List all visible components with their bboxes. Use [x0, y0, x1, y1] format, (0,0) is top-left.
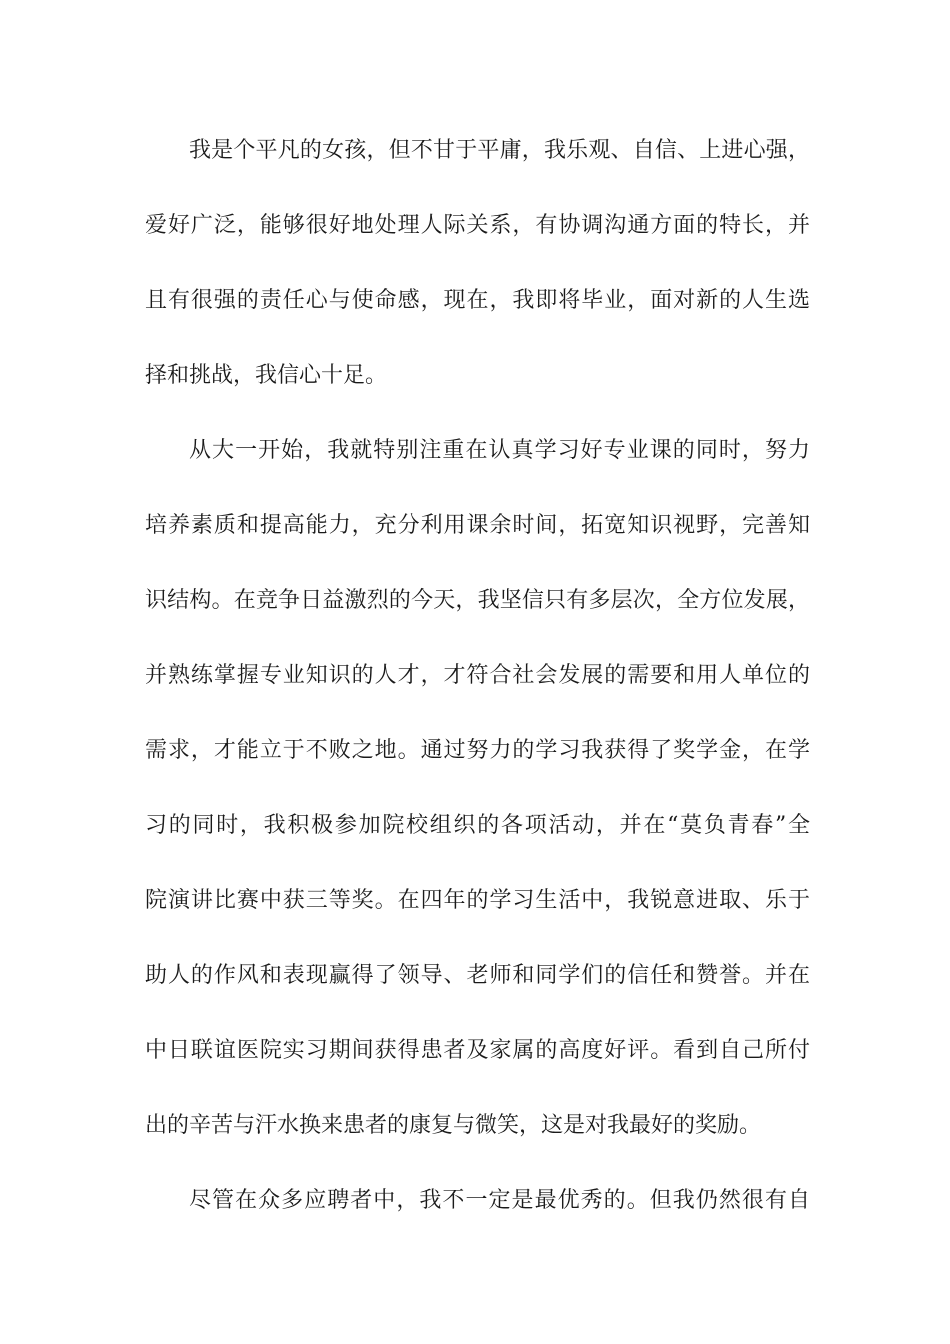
- paragraph-1: [145, 126, 810, 426]
- text-line: 尽管在众多应聘者中，我不一定是最优秀的。但我仍然很有自: [189, 1188, 810, 1213]
- text-line: 并熟练掌握专业知识的人才，才符合社会发展的需要和用人单位的: [145, 663, 810, 688]
- text-line: 择和挑战，我信心十足。: [145, 363, 388, 388]
- text-line: 出的辛苦与汗水换来患者的康复与微笑，这是对我最好的奖励。: [145, 1113, 762, 1138]
- text-line: 我是个平凡的女孩，但不甘于平庸，我乐观、自信、上进心强，: [189, 138, 810, 163]
- text-line: 培养素质和提高能力，充分利用课余时间，拓宽知识视野，完善知: [145, 513, 810, 538]
- paragraph-2: [145, 426, 810, 1176]
- text-line: 院演讲比赛中获三等奖。在四年的学习生活中，我锐意进取、乐于: [145, 888, 810, 913]
- text-line: 爱好广泛，能够很好地处理人际关系，有协调沟通方面的特长，并: [145, 213, 810, 238]
- text-line: 需求，才能立于不败之地。通过努力的学习我获得了奖学金，在学: [145, 738, 810, 763]
- text-line: 助人的作风和表现赢得了领导、老师和同学们的信任和赞誉。并在: [145, 963, 810, 988]
- text-line: 从大一开始，我就特别注重在认真学习好专业课的同时，努力: [189, 438, 810, 463]
- text-line: 习的同时，我积极参加院校组织的各项活动，并在“莫负青春”全: [145, 813, 810, 838]
- text-line: 中日联谊医院实习期间获得患者及家属的高度好评。看到自己所付: [145, 1038, 810, 1063]
- paragraph-3: [145, 1176, 810, 1251]
- text-line: 且有很强的责任心与使命感，现在，我即将毕业，面对新的人生选: [145, 288, 810, 313]
- document-body: [145, 126, 810, 1251]
- text-line: 识结构。在竞争日益激烈的今天，我坚信只有多层次，全方位发展，: [145, 588, 810, 613]
